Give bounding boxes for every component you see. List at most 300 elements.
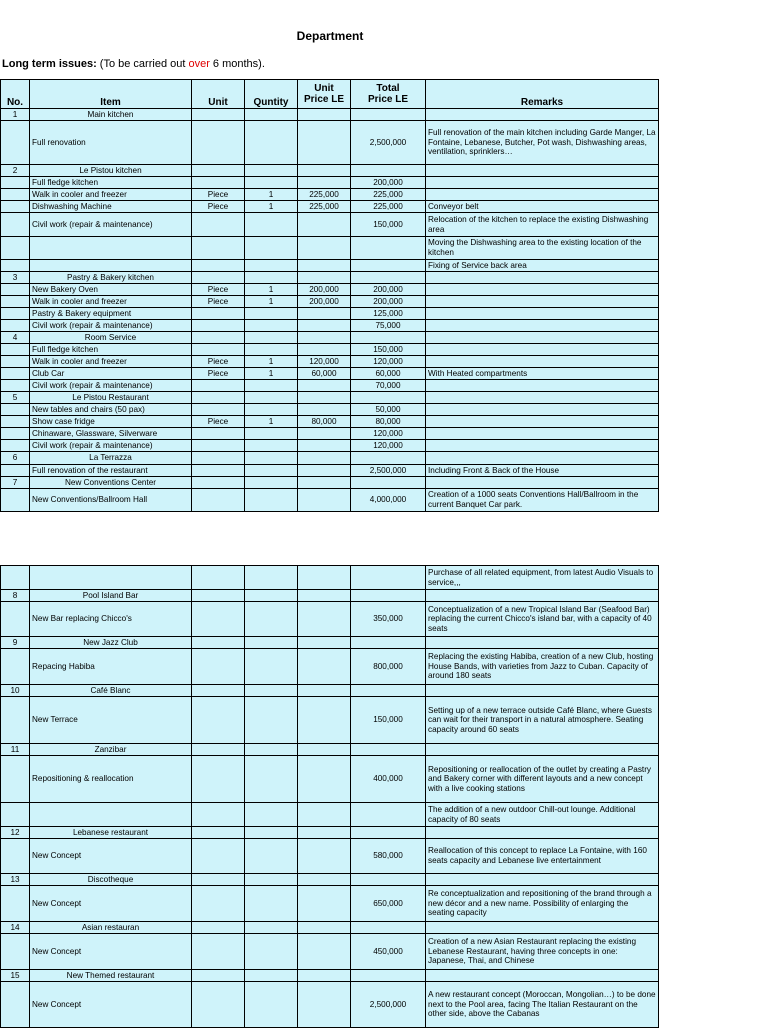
table-row [1,201,659,213]
subtitle-text-1: (To be carried out [96,58,189,70]
table-row [1,489,659,512]
cell-unit [192,886,245,922]
cell-remarks: Creation of a 1000 seats Conventions Hall/Ballroom in the current Banquet Car park. [426,489,659,512]
cell-quantity [245,744,298,756]
cell-quantity [245,260,298,272]
table-row [1,177,659,189]
cell-no: 5 [1,392,30,404]
cell-no: 8 [1,590,30,602]
cell-total-price: 350,000 [351,602,426,637]
cell-quantity [245,934,298,970]
cell-no [1,284,30,296]
cell-unit [192,649,245,685]
cell-unit-price [298,109,351,121]
cell-remarks: Moving the Dishwashing area to the existing location of the kitchen [426,237,659,260]
header-remarks: Remarks [426,80,659,109]
cell-no: 15 [1,970,30,982]
table-row [1,213,659,237]
cell-unit-price [298,477,351,489]
cell-unit-price [298,602,351,637]
cell-remarks [426,428,659,440]
cell-quantity [245,970,298,982]
cell-item: Club Car [30,368,192,380]
cell-item: New tables and chairs (50 pax) [30,404,192,416]
cell-unit-price [298,428,351,440]
cell-unit: Piece [192,284,245,296]
cell-total-price [351,744,426,756]
table-row [1,756,659,803]
table-row [1,296,659,308]
table-row [1,189,659,201]
cell-unit-price [298,177,351,189]
cell-quantity [245,827,298,839]
cell-item: New Concept [30,839,192,874]
header-total-price [351,80,426,109]
cell-unit-price [298,970,351,982]
cell-unit [192,934,245,970]
table-row [1,440,659,452]
section-row [1,685,659,697]
cell-unit: Piece [192,368,245,380]
cell-total-price: 125,000 [351,308,426,320]
cell-total-price [351,590,426,602]
cell-unit-price [298,756,351,803]
cell-no [1,344,30,356]
cell-remarks: Relocation of the kitchen to replace the existing Dishwashing area [426,213,659,237]
cell-unit-price: 200,000 [298,284,351,296]
section-row [1,970,659,982]
section-row [1,165,659,177]
cell-unit [192,602,245,637]
cell-quantity: 1 [245,201,298,213]
cell-no [1,602,30,637]
cell-remarks [426,165,659,177]
cell-unit-price [298,452,351,465]
section-row [1,452,659,465]
cell-unit-price [298,874,351,886]
section-row [1,827,659,839]
cell-unit-price: 225,000 [298,201,351,213]
cell-quantity [245,697,298,744]
cell-unit [192,685,245,697]
cell-unit: Piece [192,201,245,213]
cell-quantity [245,489,298,512]
table-row [1,839,659,874]
cell-item: Room Service [30,332,192,344]
cell-quantity: 1 [245,189,298,201]
cell-total-price: 200,000 [351,177,426,189]
table-row [1,320,659,332]
cell-unit: Piece [192,356,245,368]
cell-no [1,934,30,970]
cell-no [1,440,30,452]
cell-total-price: 150,000 [351,344,426,356]
subtitle-label: Long term issues: [2,58,97,70]
cell-remarks: Fixing of Service back area [426,260,659,272]
cell-total-price [351,922,426,934]
cell-item: Repositioning & reallocation [30,756,192,803]
section-row [1,637,659,649]
cell-no: 4 [1,332,30,344]
cell-no: 7 [1,477,30,489]
table-row [1,284,659,296]
cell-quantity [245,272,298,284]
cell-quantity [245,213,298,237]
cell-item: Walk in cooler and freezer [30,356,192,368]
cell-remarks [426,452,659,465]
cell-remarks: Re conceptualization and repositioning of the brand through a new décor and a new name. Possibility of enlarging the seating capacity [426,886,659,922]
cell-unit-price [298,332,351,344]
cell-no [1,237,30,260]
cell-total-price: 2,500,000 [351,465,426,477]
cell-total-price [351,237,426,260]
cell-total-price [351,566,426,590]
cell-quantity [245,404,298,416]
section-row [1,272,659,284]
cell-quantity [245,649,298,685]
cell-unit-price [298,380,351,392]
section-row [1,922,659,934]
cell-unit [192,970,245,982]
table-row [1,886,659,922]
cell-unit-price [298,697,351,744]
cell-quantity [245,165,298,177]
cell-item: Discotheque [30,874,192,886]
cell-quantity [245,380,298,392]
cell-no [1,886,30,922]
cell-no: 9 [1,637,30,649]
cell-unit [192,272,245,284]
cell-no [1,465,30,477]
cell-total-price [351,477,426,489]
cell-total-price: 120,000 [351,440,426,452]
cell-item: New Concept [30,982,192,1028]
cell-quantity [245,121,298,165]
cell-unit [192,744,245,756]
cell-no: 14 [1,922,30,934]
cell-total-price [351,827,426,839]
cell-unit-price [298,839,351,874]
table-row [1,428,659,440]
cell-total-price [351,874,426,886]
section-row [1,109,659,121]
header-unit-price [298,80,351,109]
cell-quantity [245,109,298,121]
cell-unit-price [298,308,351,320]
cell-item: Pastry & Bakery equipment [30,308,192,320]
cell-item [30,803,192,827]
cell-total-price: 120,000 [351,428,426,440]
cell-item: Walk in cooler and freezer [30,189,192,201]
cell-item [30,237,192,260]
cell-item: New Terrace [30,697,192,744]
cell-unit-price [298,165,351,177]
table-row [1,237,659,260]
cell-no [1,649,30,685]
cell-unit-price [298,982,351,1028]
cell-unit [192,756,245,803]
table-row [1,260,659,272]
cell-no [1,356,30,368]
cell-quantity [245,465,298,477]
cell-item: La Terrazza [30,452,192,465]
cell-remarks: Purchase of all related equipment, from latest Audio Visuals to service,,, [426,566,659,590]
cell-remarks [426,744,659,756]
cell-unit [192,332,245,344]
cell-no [1,121,30,165]
cell-item: New Bakery Oven [30,284,192,296]
cell-total-price: 580,000 [351,839,426,874]
cell-unit [192,213,245,237]
cell-item: Main kitchen [30,109,192,121]
cell-total-price [351,452,426,465]
cell-unit [192,121,245,165]
cell-item: Civil work (repair & maintenance) [30,320,192,332]
cell-quantity [245,590,298,602]
cell-remarks [426,284,659,296]
cell-total-price: 225,000 [351,189,426,201]
cell-no [1,803,30,827]
cell-quantity: 1 [245,356,298,368]
cell-quantity [245,440,298,452]
cell-remarks [426,416,659,428]
cell-item: Full renovation of the restaurant [30,465,192,477]
cell-unit-price [298,320,351,332]
cell-no [1,308,30,320]
cell-total-price: 70,000 [351,380,426,392]
cell-item [30,566,192,590]
cell-unit: Piece [192,296,245,308]
cell-item: New Concept [30,886,192,922]
cell-unit [192,452,245,465]
cell-quantity [245,332,298,344]
cell-quantity [245,428,298,440]
cell-no: 2 [1,165,30,177]
cell-total-price [351,109,426,121]
cell-no: 12 [1,827,30,839]
cell-total-price [351,392,426,404]
cell-unit-price: 200,000 [298,296,351,308]
cell-quantity [245,839,298,874]
cell-item: Show case fridge [30,416,192,428]
cell-quantity [245,886,298,922]
table-body-continued [1,566,659,1028]
section-row [1,332,659,344]
cell-remarks [426,392,659,404]
cell-item: New Conventions Center [30,477,192,489]
cell-unit [192,590,245,602]
cell-total-price [351,272,426,284]
cell-total-price: 225,000 [351,201,426,213]
header-unit-price-line1: Unit [314,83,334,94]
cell-unit-price [298,744,351,756]
cell-no [1,566,30,590]
table-row [1,982,659,1028]
cell-no [1,260,30,272]
cell-unit-price [298,649,351,685]
header-total-price-line1: Total [376,83,400,94]
cell-total-price [351,260,426,272]
cell-item: Le Pistou kitchen [30,165,192,177]
cell-no: 6 [1,452,30,465]
cell-no [1,296,30,308]
cell-item: Civil work (repair & maintenance) [30,380,192,392]
table-body [1,80,659,512]
cell-no [1,697,30,744]
cell-item: Walk in cooler and freezer [30,296,192,308]
cell-total-price: 2,500,000 [351,982,426,1028]
cell-quantity [245,177,298,189]
cell-item: New Bar replacing Chicco's [30,602,192,637]
cell-item: Pool Island Bar [30,590,192,602]
cell-no [1,489,30,512]
cell-quantity [245,922,298,934]
section-row [1,590,659,602]
cell-item: Full fledge kitchen [30,344,192,356]
cell-unit [192,874,245,886]
cell-total-price: 80,000 [351,416,426,428]
table-header-row [1,80,659,109]
cell-total-price [351,165,426,177]
cell-remarks [426,440,659,452]
cell-total-price: 120,000 [351,356,426,368]
cell-quantity [245,602,298,637]
cell-unit [192,165,245,177]
cell-quantity: 1 [245,416,298,428]
cell-item: Repacing Habiba [30,649,192,685]
cell-item: Dishwashing Machine [30,201,192,213]
cell-total-price: 450,000 [351,934,426,970]
cell-no [1,368,30,380]
section-row [1,477,659,489]
cell-unit-price [298,344,351,356]
cell-unit-price [298,213,351,237]
header-unit: Unit [192,80,245,109]
cell-unit [192,827,245,839]
cell-total-price [351,685,426,697]
cell-total-price: 200,000 [351,296,426,308]
cell-total-price: 4,000,000 [351,489,426,512]
table-row [1,368,659,380]
header-unit-price-line2: Price LE [303,94,345,105]
cell-unit-price [298,392,351,404]
cell-unit-price [298,260,351,272]
long-term-issues-table-continued [0,565,659,1028]
cell-remarks [426,970,659,982]
cell-remarks: Including Front & Back of the House [426,465,659,477]
cell-quantity [245,308,298,320]
cell-unit: Piece [192,416,245,428]
cell-unit-price [298,886,351,922]
cell-unit-price: 80,000 [298,416,351,428]
cell-remarks [426,296,659,308]
cell-item: Chinaware, Glassware, Silverware [30,428,192,440]
cell-remarks [426,320,659,332]
cell-unit-price [298,272,351,284]
cell-unit [192,637,245,649]
cell-remarks [426,109,659,121]
cell-no [1,982,30,1028]
table-row [1,803,659,827]
cell-total-price: 50,000 [351,404,426,416]
cell-unit-price [298,465,351,477]
cell-unit [192,237,245,260]
cell-remarks [426,272,659,284]
cell-remarks [426,380,659,392]
cell-item: New Themed restaurant [30,970,192,982]
cell-quantity [245,320,298,332]
cell-unit-price [298,922,351,934]
cell-unit [192,477,245,489]
table-row [1,308,659,320]
cell-unit [192,392,245,404]
cell-remarks: Reallocation of this concept to replace La Fontaine, with 160 seats capacity and Lebanese live entertainment [426,839,659,874]
cell-item: Pastry & Bakery kitchen [30,272,192,284]
table-row [1,465,659,477]
cell-remarks: The addition of a new outdoor Chill-out lounge. Additional capacity of 80 seats [426,803,659,827]
cell-remarks [426,344,659,356]
cell-quantity [245,637,298,649]
table-row [1,649,659,685]
cell-total-price [351,637,426,649]
cell-unit [192,839,245,874]
cell-total-price: 800,000 [351,649,426,685]
cell-remarks [426,590,659,602]
cell-no: 11 [1,744,30,756]
cell-unit-price [298,685,351,697]
cell-unit-price [298,934,351,970]
cell-remarks: A new restaurant concept (Moroccan, Mongolian…) to be done next to the Pool area, facing The Italian Restaurant on the other side, above the Cabanas [426,982,659,1028]
page-subtitle [2,58,265,70]
cell-no [1,839,30,874]
cell-total-price: 75,000 [351,320,426,332]
table-row [1,356,659,368]
cell-remarks: Setting up of a new terrace outside Café Blanc, where Guests can wait for their transport in a natural atmosphere. Seating capacity around 60 seats [426,697,659,744]
header-total-price-line2: Price LE [367,94,409,105]
table-row [1,404,659,416]
table-row [1,566,659,590]
cell-unit [192,177,245,189]
cell-no [1,320,30,332]
cell-unit-price [298,404,351,416]
cell-total-price: 60,000 [351,368,426,380]
cell-unit [192,344,245,356]
table-row [1,121,659,165]
cell-item: New Concept [30,934,192,970]
cell-quantity: 1 [245,296,298,308]
cell-no [1,189,30,201]
cell-unit [192,803,245,827]
cell-unit-price [298,237,351,260]
table-row [1,344,659,356]
cell-item: Full renovation [30,121,192,165]
cell-item: Zanzibar [30,744,192,756]
cell-unit [192,697,245,744]
cell-unit-price [298,440,351,452]
cell-remarks [426,874,659,886]
cell-unit-price [298,637,351,649]
table-row [1,697,659,744]
table-row [1,934,659,970]
cell-remarks [426,404,659,416]
cell-remarks [426,308,659,320]
cell-unit [192,440,245,452]
cell-quantity [245,685,298,697]
cell-unit [192,465,245,477]
cell-remarks: Conceptualization of a new Tropical Island Bar (Seafood Bar) replacing the current Chicco's island bar, with a capacity of 40 seats [426,602,659,637]
cell-quantity [245,803,298,827]
cell-remarks [426,356,659,368]
